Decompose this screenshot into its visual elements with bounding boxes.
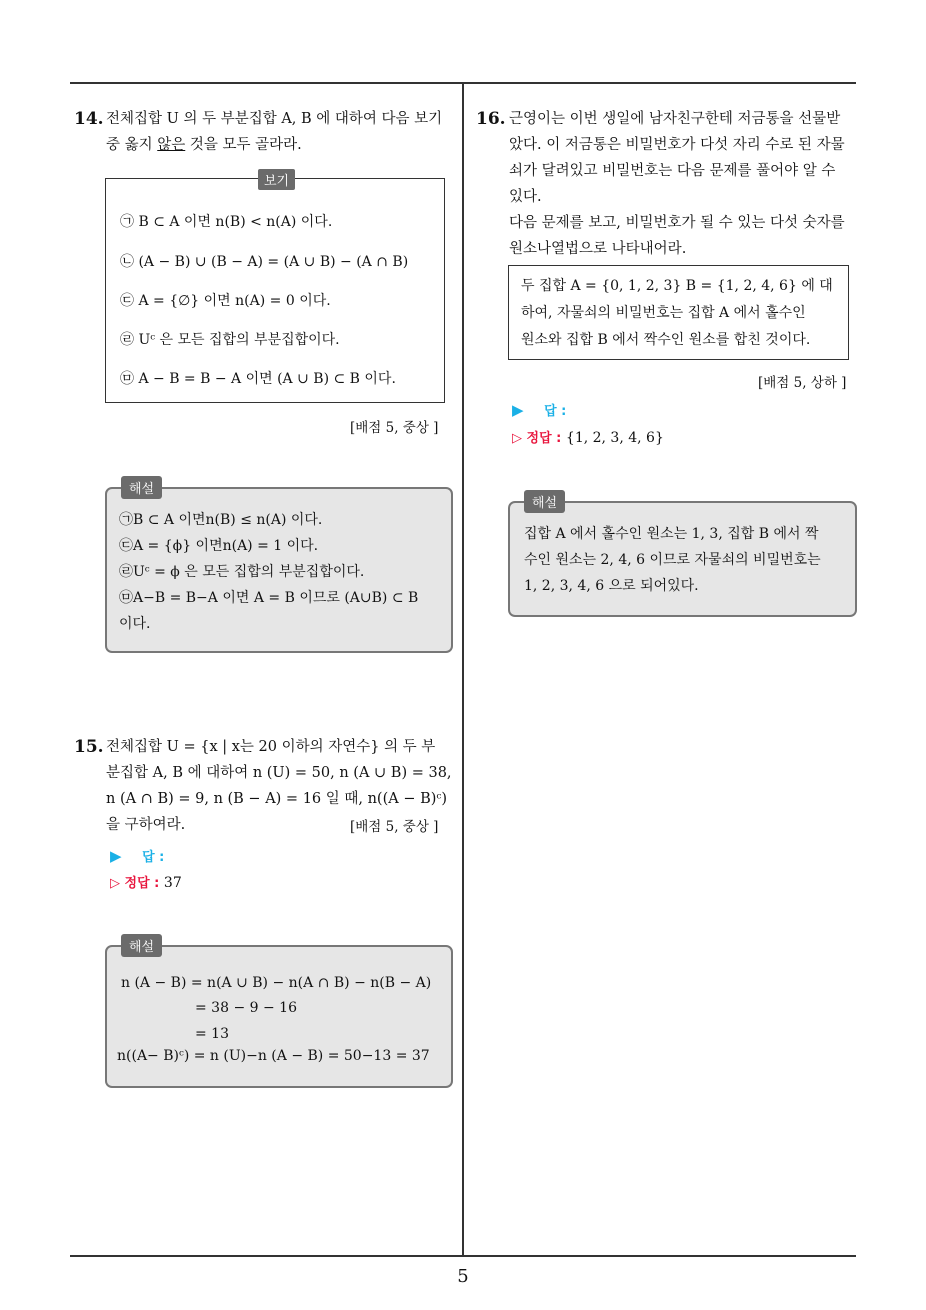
q15-explanation-line-4: n((A− B)ᶜ) = n (U)−n (A − B) = 50−13 = 37: [117, 1048, 430, 1064]
q15-explanation-box: [105, 940, 453, 1088]
q16-problem-box: [508, 265, 849, 360]
q15-explanation-line-1: n (A − B) = n(A ∪ B) − n(A ∩ B) − n(B − A): [121, 975, 432, 991]
q14-explanation-line-2: ㉢A = {ϕ} 이면n(A) = 1 이다.: [119, 538, 319, 554]
bogi-item-4: ㉣ Uᶜ 은 모든 집합의 부분집합이다.: [120, 332, 340, 348]
column-divider: [462, 83, 464, 1256]
q15-line3: n (A ∩ B) = 9, n (B − A) = 16 일 때, n((A − B)ᶜ): [106, 791, 448, 807]
q16-answer-label: 답 :: [544, 404, 567, 419]
q16-box-line-1: 두 집합 A = {0, 1, 2, 3} B = {1, 2, 4, 6} 에 대: [521, 278, 833, 294]
bogi-item-1: ㉠ B ⊂ A 이면 n(B) < n(A) 이다.: [120, 214, 333, 230]
explanation-label: 해설: [121, 476, 162, 499]
q14-explanation-line-3: ㉣Uᶜ = ϕ 은 모든 집합의 부분집합이다.: [119, 564, 365, 580]
q15-line2: 분집합 A, B 에 대하여 n (U) = 50, n (A ∪ B) = 38,: [106, 765, 452, 781]
q16-line2: 았다. 이 저금통은 비밀번호가 다섯 자리 수로 된 자물: [509, 137, 845, 153]
q16-explanation-line-2: 수인 원소는 2, 4, 6 이므로 자물쇠의 비밀번호는: [524, 552, 821, 568]
bogi-item-5: ㉤ A − B = B − A 이면 (A ∪ B) ⊂ B 이다.: [120, 371, 396, 387]
q14-explanation-box: [105, 482, 453, 653]
q15-answer-blank: [110, 846, 164, 865]
explanation-label: 해설: [524, 490, 565, 513]
q15-correct-label: ▷ 정답 :: [110, 876, 160, 891]
q15-explanation-line-2: = 38 − 9 − 16: [195, 1000, 297, 1016]
q16-number: 16.: [476, 109, 506, 129]
q15-number: 15.: [74, 737, 104, 757]
q16-correct-label: ▷ 정답 :: [512, 431, 562, 446]
q15-answer-label: 답 :: [142, 850, 165, 865]
q15-line4: 을 구하여라.: [106, 817, 186, 833]
q15-line1: 전체집합 U = {x | x는 20 이하의 자연수} 의 두 부: [106, 739, 436, 755]
q15-correct-answer: [110, 872, 182, 891]
q15-explanation-line-3: = 13: [195, 1026, 229, 1042]
q16-explanation-line-1: 집합 A 에서 홀수인 원소는 1, 3, 집합 B 에서 짝: [524, 526, 819, 542]
q14-line2-pre: 중 옳지: [106, 137, 158, 153]
q16-explanation-box: [508, 496, 857, 617]
q16-line1: 근영이는 이번 생일에 남자친구한테 저금통을 선물받: [509, 111, 841, 127]
explanation-label: 해설: [121, 934, 162, 957]
bogi-item-2: ㉡ (A − B) ∪ (B − A) = (A ∪ B) − (A ∩ B): [120, 254, 409, 270]
q16-line4: 있다.: [509, 189, 542, 205]
q14-bogi-box: [105, 174, 445, 403]
q14-stem: [74, 106, 459, 158]
q14-explanation-line-1: ㉠B ⊂ A 이면n(B) ≤ n(A) 이다.: [119, 512, 323, 528]
footer-rule: [70, 1255, 856, 1257]
q16-answer-blank: [512, 400, 566, 419]
play-triangle-icon: ▶: [110, 847, 122, 865]
q14-number: 14.: [74, 109, 104, 129]
q14-line1: 전체집합 U 의 두 부분집합 A, B 에 대하여 다음 보기: [106, 111, 443, 127]
bogi-item-3: ㉢ A = {∅} 이면 n(A) = 0 이다.: [120, 293, 331, 309]
q14-underlined-word: 않은: [157, 137, 186, 153]
play-triangle-icon: ▶: [512, 401, 524, 419]
q16-explanation-line-3: 1, 2, 3, 4, 6 으로 되어있다.: [524, 578, 699, 594]
q16-box-line-2: 하여, 자물쇠의 비밀번호는 집합 A 에서 홀수인: [521, 305, 806, 321]
q16-stem: [476, 106, 861, 262]
q16-box-line-3: 원소와 집합 B 에서 짝수인 원소를 합친 것이다.: [521, 332, 811, 348]
q14-line2-post: 것을 모두 골라라.: [185, 137, 302, 153]
q16-line5: 다음 문제를 보고, 비밀번호가 될 수 있는 다섯 숫자를: [509, 215, 845, 231]
q15-score: [배점 5, 중상 ]: [350, 819, 439, 835]
q16-score: [배점 5, 상하 ]: [758, 375, 847, 391]
q16-correct-value: {1, 2, 3, 4, 6}: [565, 430, 664, 446]
q15-correct-value: 37: [163, 875, 182, 891]
q14-explanation-line-4: ㉤A−B = B−A 이면 A = B 이므로 (A∪B) ⊂ B: [119, 590, 419, 606]
page-number: 5: [457, 1266, 469, 1287]
q14-explanation-line-5: 이다.: [119, 616, 151, 632]
q16-correct-answer: [512, 427, 664, 446]
q14-score: [배점 5, 중상 ]: [350, 420, 439, 436]
q16-line6: 원소나열법으로 나타내어라.: [509, 241, 687, 257]
q16-line3: 쇠가 달려있고 비밀번호는 다음 문제를 풀어야 알 수: [509, 163, 836, 179]
bogi-label: 보기: [258, 169, 295, 190]
